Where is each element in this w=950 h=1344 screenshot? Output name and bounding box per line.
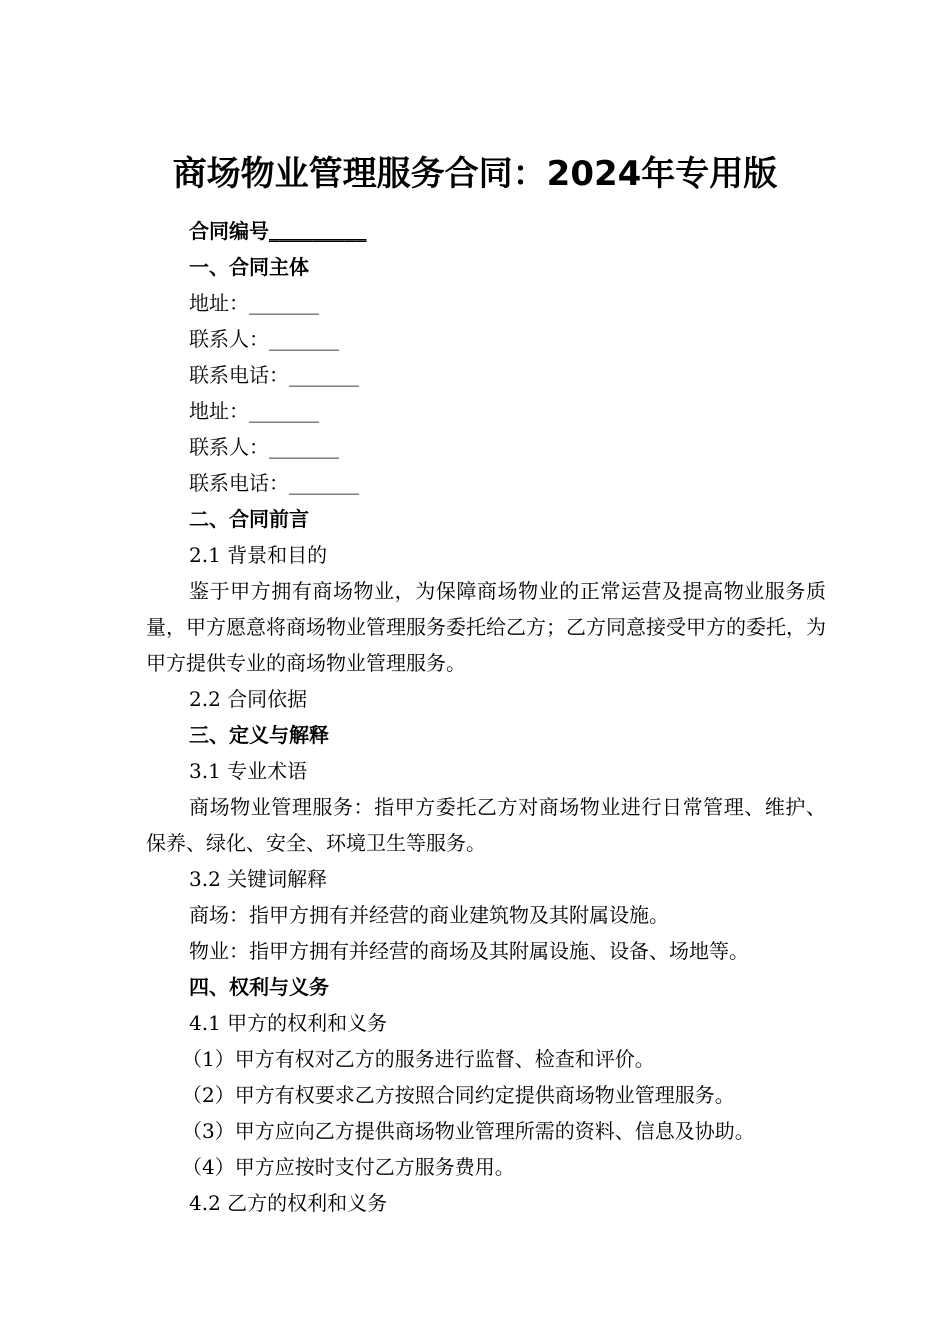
paragraph-background: 鉴于甲方拥有商场物业，为保障商场物业的正常运营及提高物业服务质量，甲方愿意将商场物业管理服务委托给乙方；乙方同意接受甲方的委托，为甲方提供专业的商场物业管理服务。 — [146, 579, 826, 675]
document-title: 商场物业管理服务合同：2024年专用版 — [172, 154, 778, 194]
contract-number-label: 合同编号 — [189, 219, 269, 243]
subsection-3-2: 3.2 关键词解释 — [189, 867, 328, 891]
subsection-3-1: 3.1 专业术语 — [189, 759, 308, 783]
document-body — [146, 213, 826, 1221]
definition-mall: 商场：指甲方拥有并经营的商业建筑物及其附属设施。 — [189, 903, 669, 927]
section-heading-1: 一、合同主体 — [189, 255, 309, 279]
section-heading-3: 三、定义与解释 — [189, 723, 329, 747]
party-b-phone: 联系电话：_______ — [189, 471, 359, 495]
paragraph-terms: 商场物业管理服务：指甲方委托乙方对商场物业进行日常管理、维护、保养、绿化、安全、环境卫生等服务。 — [146, 795, 826, 855]
subsection-2-1: 2.1 背景和目的 — [189, 543, 328, 567]
party-a-contact: 联系人：_______ — [189, 327, 339, 351]
subsection-2-2: 2.2 合同依据 — [189, 687, 308, 711]
list-item: （1）甲方有权对乙方的服务进行监督、检查和评价。 — [182, 1047, 655, 1071]
contract-number-blank: _________ — [269, 222, 367, 243]
party-b-contact: 联系人：_______ — [189, 435, 339, 459]
section-heading-2: 二、合同前言 — [189, 507, 309, 531]
definition-property: 物业：指甲方拥有并经营的商场及其附属设施、设备、场地等。 — [189, 939, 749, 963]
list-item: （2）甲方有权要求乙方按照合同约定提供商场物业管理服务。 — [182, 1083, 735, 1107]
party-a-address: 地址：_______ — [189, 291, 319, 315]
contract-number — [146, 213, 826, 249]
subsection-4-1: 4.1 甲方的权利和义务 — [189, 1011, 388, 1035]
list-item: （4）甲方应按时支付乙方服务费用。 — [182, 1155, 515, 1179]
section-heading-4: 四、权利与义务 — [189, 975, 329, 999]
subsection-4-2: 4.2 乙方的权利和义务 — [189, 1191, 388, 1215]
party-b-address: 地址：_______ — [189, 399, 319, 423]
party-a-phone: 联系电话：_______ — [189, 363, 359, 387]
list-item: （3）甲方应向乙方提供商场物业管理所需的资料、信息及协助。 — [182, 1119, 755, 1143]
